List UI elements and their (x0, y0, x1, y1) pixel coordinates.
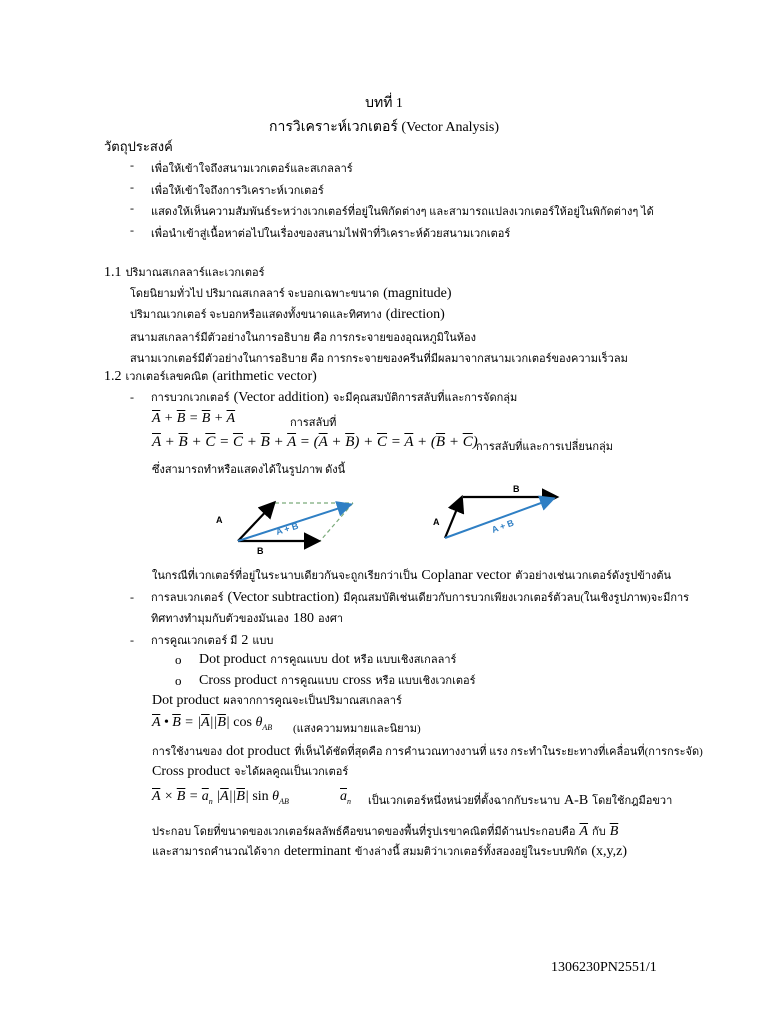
magnitude-term: (magnitude) (383, 286, 452, 301)
chapter-label: บทที่ 1 (365, 96, 403, 111)
label-a: A (433, 517, 440, 527)
cross-line2-text: ประกอบ โดยที่ขนาดของเวกเตอร์ผลลัพธ์คือขนาดของพื้นที่รูปเรขาคณิตที่มีด้านประกอบคือ (152, 826, 576, 838)
cross-note-post: โดยใช้กฎมือขวา (592, 795, 673, 807)
dot-term: dot (331, 652, 350, 667)
cross-product-heading (152, 762, 348, 780)
objective-item: เพื่อให้เข้าใจถึงการวิเคราะห์เวกเตอร์ (151, 185, 324, 197)
cross-product-item (199, 671, 476, 689)
bullet-dash: - (130, 223, 134, 237)
section-1-2-heading (104, 367, 317, 385)
vector-a-symbol: $\overline{A}$ (579, 824, 589, 839)
cross-product-term: Cross product (199, 673, 278, 688)
subtraction-line2-pre: ทิศทางทำมุมกับตัวของมันเอง (151, 613, 289, 625)
cross-line-3 (152, 842, 627, 860)
objectives-heading: วัตถุประสงค์ (104, 139, 173, 154)
label-b: B (513, 484, 520, 494)
vector-addition-en: (Vector addition) (233, 390, 329, 405)
dot-product-item (199, 650, 456, 668)
triangle-diagram (433, 484, 555, 538)
cross-product-rest: หรือ แบบเชิงเวกเตอร์ (375, 675, 476, 687)
unit-normal-symbol: $\overline{a}_n$ (340, 789, 351, 806)
associative-formula: $\overline{A} + \overline{B} + \overline{C} = \overline{C} + \overline{B} + \overline{A} = (\overline{A} + \overline{B}) + \overline{C} = \overline{A} + (\overline{B} + \overline{C})$ (152, 434, 478, 450)
objective-item: แสดงให้เห็นความสัมพันธ์ระหว่างเวกเตอร์ที่อยู่ในพิกัดต่างๆ และสามารถแปลงเวกเตอร์ให้อยู่ในพิกัดต่างๆ ได้ (151, 206, 654, 218)
section-title: ปริมาณสเกลลาร์และเวกเตอร์ (125, 267, 265, 279)
bullet-dash: - (130, 590, 134, 604)
dot-product-rest: หรือ แบบเชิงสเกลลาร์ (353, 654, 457, 666)
circle-bullet: o (175, 673, 182, 688)
vector-subtraction-line (151, 588, 689, 606)
subtraction-thai: การลบเวกเตอร์ (151, 592, 224, 604)
dot-product-thai: การคูณแบบ (270, 654, 328, 666)
subtraction-rest: มีคุณสมบัติเช่นเดียวกับการบวกเพียงเวกเตอร์ตัวลบ(ในเชิงรูปภาพ)จะมีการ (343, 592, 690, 604)
direction-term: (direction) (385, 307, 445, 322)
bullet-dash: - (130, 201, 134, 215)
cross-term: cross (342, 673, 372, 688)
label-b: B (257, 546, 264, 556)
coplanar-term: Coplanar vector (421, 568, 512, 583)
dot-formula-note: (แสงความหมายและนิยาม) (293, 723, 421, 735)
section-title-en: (arithmetic vector) (212, 369, 317, 384)
objective-item: เพื่อให้เข้าใจถึงสนามเวกเตอร์และสเกลลาร์ (151, 163, 353, 175)
cross-product-thai: การคูณแบบ (281, 675, 339, 687)
bullet-dash: - (130, 633, 134, 647)
cross-line3-rest: ข้างล่างนี้ สมมติว่าเวกเตอร์ทั้งสองอยู่ในระบบพิกัด (354, 846, 588, 858)
cross-note-pre: เป็นเวกเตอร์หนึ่งหน่วยที่ตั้งฉากกับระนาบ (368, 795, 561, 807)
multiplication-label: การคูณเวกเตอร์ มี (151, 635, 238, 647)
footer-code: 1306230PN2551/1 (551, 960, 657, 975)
section-number: 1.1 (104, 265, 122, 280)
label-a: A (216, 515, 223, 525)
associative-note: การสลับที่และการเปลี่ยนกลุ่ม (476, 441, 614, 453)
commutative-note: การสลับที่ (290, 417, 337, 429)
dot-usage-line (152, 742, 703, 760)
bullet-dash: - (130, 180, 134, 194)
dot-product-heading (152, 691, 402, 709)
cross-heading-thai: จะได้ผลคูณเป็นเวกเตอร์ (234, 766, 349, 778)
multiplication-post: แบบ (252, 635, 274, 647)
coordinate-system: (x,y,z) (591, 844, 627, 859)
multiplication-line (151, 631, 273, 649)
section-title: เวกเตอร์เลขคณิต (125, 371, 209, 383)
vector-addition-figure (205, 480, 565, 560)
section-1-1-heading (104, 263, 264, 281)
cross-line3-pre: และสามารถคำนวณได้จาก (152, 846, 281, 858)
commutative-formula: $\overline{A} + \overline{B} = \overline{B} + \overline{A}$ (152, 411, 236, 426)
subtraction-en: (Vector subtraction) (227, 590, 340, 605)
page-title: การวิเคราะห์เวกเตอร์ (Vector Analysis) (268, 120, 499, 135)
cross-line2-with: กับ (592, 826, 606, 838)
vector-field-example: สนามเวกเตอร์มีตัวอย่างในการอธิบาย คือ การกระจายของครีนที่มีผลมาจากสนามเวกเตอร์ของความเร็วลม (130, 353, 628, 365)
bullet-dash: - (130, 158, 134, 172)
vector-addition-rest: จะมีคุณสมบัติการสลับที่และการจัดกลุ่ม (332, 392, 518, 404)
determinant-term: determinant (284, 844, 351, 859)
cross-heading-term: Cross product (152, 764, 231, 779)
vector-definition-text: ปริมาณเวกเตอร์ จะบอกหรือแสดงทั้งขนาดและทิศทาง (130, 309, 382, 321)
multiplication-count: 2 (241, 633, 249, 648)
plane-term: A-B (564, 793, 589, 808)
circle-bullet: o (175, 652, 182, 667)
cross-note-line (368, 791, 672, 809)
figure-intro: ซึ่งสามารถทำหรือแสดงได้ในรูปภาพ ดังนี้ (152, 464, 346, 476)
vector-addition-line (151, 388, 517, 406)
dot-usage-rest: ที่เห็นได้ชัดที่สุดคือ การคำนวณทางงานที่ แรง กระทำในระยะทางที่เคลื่อนที่(การกระจัด) (294, 746, 703, 758)
objective-item: เพื่อนำเข้าสู่เนื้อหาต่อไปในเรื่องของสนามไฟฟ้าที่วิเคราะห์ด้วยสนามเวกเตอร์ (151, 228, 511, 240)
subtraction-line-2 (151, 609, 343, 627)
parallelogram-diagram (216, 503, 353, 556)
dot-heading-term: Dot product (152, 693, 220, 708)
angle-value: 180 (292, 611, 314, 626)
scalar-field-example: สนามสเกลลาร์มีตัวอย่างในการอธิบาย คือ การกระจายของอุณหภูมิในห้อง (130, 332, 477, 344)
dot-product-term: Dot product (199, 652, 267, 667)
dot-heading-thai: ผลจากการคูณจะเป็นปริมาณสเกลลาร์ (223, 695, 402, 707)
vector-definition (130, 305, 445, 323)
label-a-plus-b: A + B (274, 520, 300, 537)
scalar-definition-text: โดยนิยามทั่วไป ปริมาณสเกลลาร์ จะบอกเฉพาะขนาด (130, 288, 380, 300)
section-number: 1.2 (104, 369, 122, 384)
dot-product-formula: $\overline{A}$ • $\overline{B} = |\overline{A}||\overline{B}|$ $\cos \theta_{AB}$ (152, 715, 273, 732)
dot-usage-term: dot product (226, 744, 291, 759)
coplanar-line (152, 566, 671, 584)
vector-b-symbol: $\overline{B}$ (609, 824, 619, 839)
coplanar-pre: ในกรณีที่เวกเตอร์ที่อยู่ในระนาบเดียวกันจะถูกเรียกว่าเป็น (152, 570, 418, 582)
vector-addition-thai: การบวกเวกเตอร์ (151, 392, 230, 404)
cross-product-formula: $\overline{A} \times \overline{B} = \overline{a}_n$ $|\overline{A}||\overline{B}|$ $\sin \theta_{AB}$ (152, 789, 289, 806)
label-a-plus-b: A + B (490, 517, 516, 535)
cross-line-2 (152, 822, 618, 840)
angle-unit: องศา (317, 613, 344, 625)
scalar-definition (130, 284, 452, 302)
coplanar-post: ตัวอย่างเช่นเวกเตอร์ดังรูปข้างต้น (515, 570, 672, 582)
dot-usage-pre: การใช้งานของ (152, 746, 223, 758)
bullet-dash: - (130, 390, 134, 404)
